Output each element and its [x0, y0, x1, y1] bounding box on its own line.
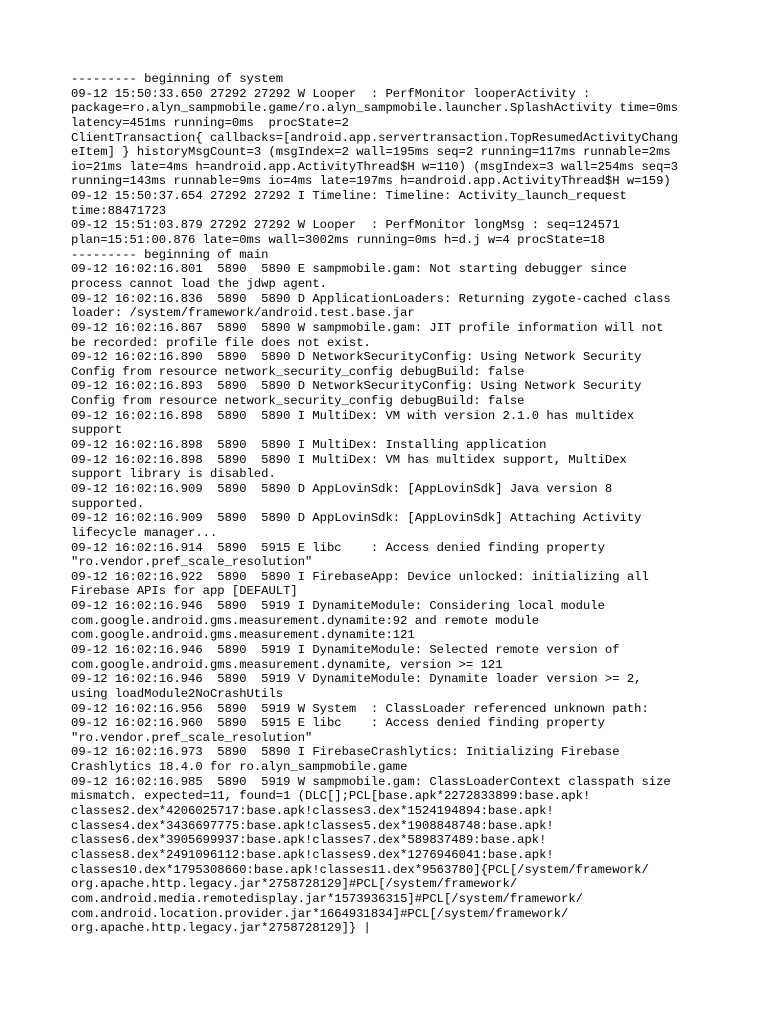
log-line: running=143ms runnable=9ms io=4ms late=197ms h=android.app.ActivityThread$H w=159): [71, 174, 671, 189]
log-document: [71, 72, 731, 936]
log-line: classes8.dex*2491096112:base.apk!classes9.dex*1276946041:base.apk!: [71, 847, 554, 862]
log-line: io=21ms late=4ms h=android.app.ActivityThread$H w=110) (msgIndex=3 wall=254ms seq=3: [71, 159, 679, 174]
log-line: org.apache.http.legacy.jar*2758728129]} |: [71, 921, 371, 936]
log-line: "ro.vendor.pref_scale_resolution": [71, 730, 313, 745]
log-line: classes4.dex*3436697775:base.apk!classes5.dex*1908848748:base.apk!: [71, 818, 554, 833]
log-line: com.google.android.gms.measurement.dynamite:121: [71, 628, 415, 643]
log-line: --------- beginning of system: [71, 72, 284, 86]
log-line: classes6.dex*3905699937:base.apk!classes7.dex*589837489:base.apk!: [71, 833, 547, 848]
log-line: 09-12 16:02:16.914 5890 5915 E libc : Access denied finding property: [71, 540, 605, 555]
log-line: 09-12 15:51:03.879 27292 27292 W Looper : PerfMonitor longMsg : seq=124571: [71, 218, 620, 233]
log-line: 09-12 16:02:16.893 5890 5890 D NetworkSecurityConfig: Using Network Security: [71, 379, 642, 394]
log-line: eItem] } historyMsgCount=3 (msgIndex=2 wall=195ms seq=2 running=117ms runnable=2ms: [71, 145, 671, 160]
log-line: com.android.location.provider.jar*1664931834]#PCL[/system/framework/: [71, 906, 569, 921]
log-line: --------- beginning of main: [71, 247, 269, 262]
log-line: 09-12 16:02:16.909 5890 5890 D AppLovinSdk: [AppLovinSdk] Java version 8: [71, 481, 613, 496]
log-line: Config from resource network_security_config debugBuild: false: [71, 394, 525, 409]
log-line: 09-12 15:50:33.650 27292 27292 W Looper : PerfMonitor looperActivity :: [71, 86, 591, 101]
log-line: 09-12 16:02:16.898 5890 5890 I MultiDex: Installing application: [71, 438, 547, 453]
log-line: package=ro.alyn_sampmobile.game/ro.alyn_sampmobile.launcher.SplashActivity time=0ms: [71, 101, 679, 116]
log-line: 09-12 16:02:16.960 5890 5915 E libc : Access denied finding property: [71, 716, 605, 731]
log-line: 09-12 16:02:16.898 5890 5890 I MultiDex: VM has multidex support, MultiDex: [71, 452, 627, 467]
log-line: time:88471723: [71, 203, 167, 218]
log-line: com.android.media.remotedisplay.jar*1573936315]#PCL[/system/framework/: [71, 891, 583, 906]
log-line: Firebase APIs for app [DEFAULT]: [71, 584, 298, 599]
log-line: loader: /system/framework/android.test.base.jar: [71, 306, 415, 321]
log-line: 09-12 16:02:16.890 5890 5890 D NetworkSecurityConfig: Using Network Security: [71, 350, 642, 365]
log-line: be recorded: profile file does not exist.: [71, 335, 371, 350]
log-line: supported.: [71, 496, 145, 511]
log-line: using loadModule2NoCrashUtils: [71, 686, 284, 701]
log-line: classes10.dex*1795308660:base.apk!classes11.dex*9563780]{PCL[/system/framework/: [71, 862, 649, 877]
log-line: 09-12 16:02:16.973 5890 5890 I FirebaseCrashlytics: Initializing Firebase: [71, 745, 620, 760]
log-line: 09-12 16:02:16.801 5890 5890 E sampmobile.gam: Not starting debugger since: [71, 262, 627, 277]
log-line: 09-12 16:02:16.909 5890 5890 D AppLovinSdk: [AppLovinSdk] Attaching Activity: [71, 511, 642, 526]
log-line: process cannot load the jdwp agent.: [71, 276, 327, 291]
log-line: 09-12 16:02:16.946 5890 5919 V DynamiteModule: Dynamite loader version >= 2,: [71, 672, 642, 687]
log-line: 09-12 16:02:16.946 5890 5919 I DynamiteModule: Selected remote version of: [71, 642, 620, 657]
log-line: ClientTransaction{ callbacks=[android.app.servertransaction.TopResumedActivityChang: [71, 130, 679, 145]
log-line: 09-12 16:02:16.985 5890 5919 W sampmobile.gam: ClassLoaderContext classpath size: [71, 774, 671, 789]
log-line: Config from resource network_security_config debugBuild: false: [71, 364, 525, 379]
log-line: 09-12 16:02:16.867 5890 5890 W sampmobile.gam: JIT profile information will not: [71, 320, 664, 335]
log-line: 09-12 15:50:37.654 27292 27292 I Timeline: Timeline: Activity_launch_request: [71, 189, 627, 204]
log-line: 09-12 16:02:16.836 5890 5890 D ApplicationLoaders: Returning zygote-cached class: [71, 291, 671, 306]
log-line: support: [71, 423, 123, 438]
log-line: 09-12 16:02:16.898 5890 5890 I MultiDex: VM with version 2.1.0 has multidex: [71, 408, 635, 423]
log-line: classes2.dex*4206025717:base.apk!classes3.dex*1524194894:base.apk!: [71, 804, 554, 819]
log-line: 09-12 16:02:16.922 5890 5890 I FirebaseApp: Device unlocked: initializing all: [71, 569, 649, 584]
log-line: Crashlytics 18.4.0 for ro.alyn_sampmobile.game: [71, 760, 408, 775]
log-line: com.google.android.gms.measurement.dynamite:92 and remote module: [71, 613, 540, 628]
log-line: latency=451ms running=0ms procState=2: [71, 115, 349, 130]
log-line: plan=15:51:00.876 late=0ms wall=3002ms running=0ms h=d.j w=4 procState=18: [71, 233, 605, 248]
log-line: 09-12 16:02:16.946 5890 5919 I DynamiteModule: Considering local module: [71, 599, 605, 614]
log-line: mismatch. expected=11, found=1 (DLC[];PCL[base.apk*2272833899:base.apk!: [71, 789, 591, 804]
log-line: org.apache.http.legacy.jar*2758728129]#PCL[/system/framework/: [71, 877, 518, 892]
log-line: com.google.android.gms.measurement.dynamite, version >= 121: [71, 657, 503, 672]
log-line: 09-12 16:02:16.956 5890 5919 W System : ClassLoader referenced unknown path:: [71, 701, 649, 716]
log-line: "ro.vendor.pref_scale_resolution": [71, 555, 313, 570]
log-line: support library is disabled.: [71, 467, 276, 482]
log-line: lifecycle manager...: [71, 525, 218, 540]
